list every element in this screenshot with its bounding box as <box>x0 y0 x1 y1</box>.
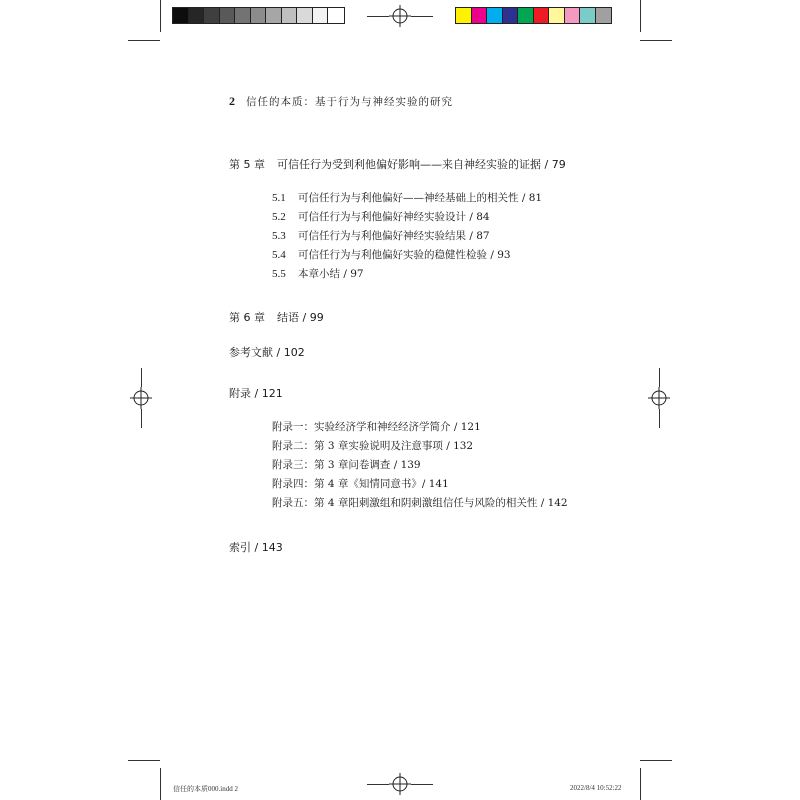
crop-mark <box>640 0 641 32</box>
gray-swatch <box>204 8 220 23</box>
toc-appendix-item: 附录五：第 4 章阳刺激组和阴刺激组信任与风险的相关性 / 142 <box>272 497 568 509</box>
gray-swatch <box>266 8 282 23</box>
registration-mark-icon <box>389 5 411 27</box>
section-number: 5.1 <box>272 192 286 204</box>
toc-appendix-item: 附录三：第 3 章问卷调查 / 139 <box>272 459 421 471</box>
color-swatch <box>456 8 472 23</box>
color-swatch <box>503 8 519 23</box>
toc-appendix-item: 附录一：实验经济学和神经经济学简介 / 121 <box>272 421 481 433</box>
registration-mark-icon <box>130 387 152 409</box>
section-number: 5.5 <box>272 268 286 280</box>
slug-file: 信任的本质000.indd 2 <box>173 785 238 793</box>
registration-mark-icon <box>648 387 670 409</box>
color-swatch <box>534 8 550 23</box>
chapter-number: 第 5 章 <box>229 158 265 171</box>
crop-mark <box>640 768 641 800</box>
color-swatch <box>596 8 612 23</box>
toc-references: 参考文献 / 102 <box>229 346 305 359</box>
chapter-title: 可信任行为受到利他偏好影响——来自神经实验的证据 / 79 <box>277 158 566 171</box>
page-number: 2 <box>229 94 236 108</box>
section-number: 5.4 <box>272 249 286 261</box>
gray-swatch <box>251 8 267 23</box>
toc-index: 索引 / 143 <box>229 541 283 554</box>
color-bar <box>455 7 612 24</box>
section-title: 本章小结 / 97 <box>298 268 364 280</box>
registration-tick <box>141 368 142 387</box>
color-swatch <box>487 8 503 23</box>
color-swatch <box>518 8 534 23</box>
book-title: 信任的本质：基于行为与神经实验的研究 <box>246 96 453 108</box>
crop-mark <box>160 768 161 800</box>
crop-mark <box>640 40 672 41</box>
crop-mark <box>128 760 160 761</box>
chapter-title: 结语 / 99 <box>277 311 324 324</box>
crop-mark <box>160 0 161 32</box>
grayscale-bar <box>172 7 345 24</box>
toc-section <box>272 247 511 262</box>
toc-appendix-item: 附录四：第 4 章《知情同意书》/ 141 <box>272 478 449 490</box>
toc-section <box>272 266 364 281</box>
toc-chapter-5 <box>229 156 566 172</box>
chapter-number: 第 6 章 <box>229 311 265 324</box>
gray-swatch <box>328 8 344 23</box>
slug-timestamp: 2022/8/4 10:52:22 <box>570 784 622 792</box>
color-swatch <box>580 8 596 23</box>
registration-mark-icon <box>389 773 411 795</box>
registration-tick <box>367 784 389 785</box>
registration-tick <box>411 784 433 785</box>
registration-tick <box>659 368 660 387</box>
crop-mark <box>128 40 160 41</box>
gray-swatch <box>173 8 189 23</box>
toc-appendix-heading: 附录 / 121 <box>229 387 283 400</box>
gray-swatch <box>189 8 205 23</box>
toc-section <box>272 190 542 205</box>
gray-swatch <box>297 8 313 23</box>
section-number: 5.2 <box>272 211 286 223</box>
gray-swatch <box>220 8 236 23</box>
section-number: 5.3 <box>272 230 286 242</box>
color-swatch <box>472 8 488 23</box>
registration-tick <box>367 16 389 17</box>
crop-mark <box>640 760 672 761</box>
registration-tick <box>659 409 660 428</box>
running-head <box>229 94 453 109</box>
gray-swatch <box>235 8 251 23</box>
registration-tick <box>141 409 142 428</box>
section-title: 可信任行为与利他偏好神经实验结果 / 87 <box>298 230 490 242</box>
gray-swatch <box>282 8 298 23</box>
toc-appendix-item: 附录二：第 3 章实验说明及注意事项 / 132 <box>272 440 474 452</box>
section-title: 可信任行为与利他偏好神经实验设计 / 84 <box>298 211 490 223</box>
color-swatch <box>549 8 565 23</box>
gray-swatch <box>313 8 329 23</box>
registration-tick <box>411 16 433 17</box>
toc-chapter-6 <box>229 309 324 325</box>
section-title: 可信任行为与利他偏好实验的稳健性检验 / 93 <box>298 249 511 261</box>
toc-section <box>272 228 490 243</box>
section-title: 可信任行为与利他偏好——神经基础上的相关性 / 81 <box>298 192 543 204</box>
color-swatch <box>565 8 581 23</box>
toc-section <box>272 209 490 224</box>
